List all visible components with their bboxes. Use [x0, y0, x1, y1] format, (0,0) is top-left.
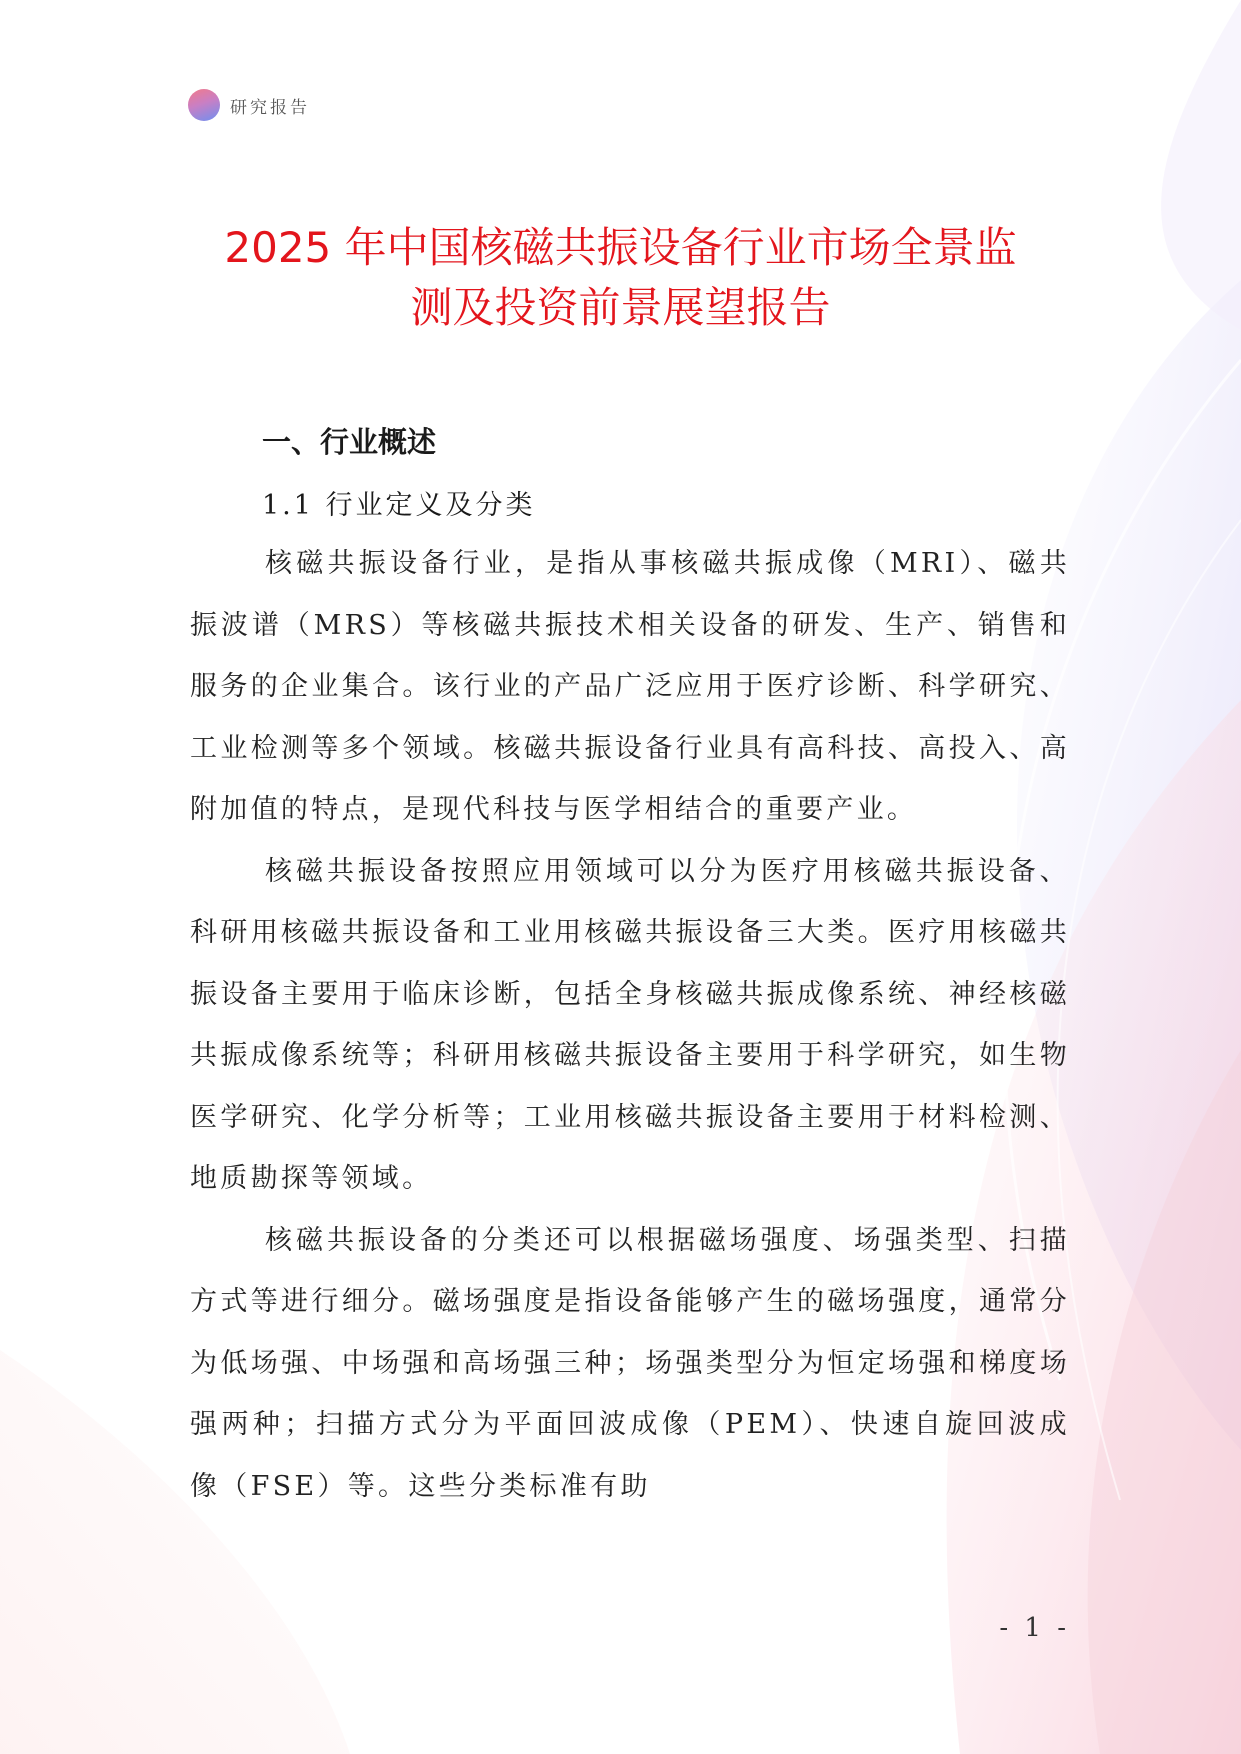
- paragraph-1: 核磁共振设备行业，是指从事核磁共振成像（MRI）、磁共振波谱（MRS）等核磁共振技术相关设备的研发、生产、销售和服务的企业集合。该行业的产品广泛应用于医疗诊断、科学研究、工业检测等多个领域。核磁共振设备行业具有高科技、高投入、高附加值的特点，是现代科技与医学相结合的重要产业。: [190, 548, 1070, 825]
- report-title-line-1: 2025 年中国核磁共振设备行业市场全景监: [224, 223, 1017, 272]
- logo-icon: [188, 89, 220, 121]
- body-text: [190, 533, 1070, 1517]
- report-header: [188, 88, 310, 122]
- header-label: 研究报告: [230, 97, 310, 118]
- paragraph-2: 核磁共振设备按照应用领域可以分为医疗用核磁共振设备、科研用核磁共振设备和工业用核磁共振设备三大类。医疗用核磁共振设备主要用于临床诊断，包括全身核磁共振成像系统、神经核磁共振成像系统等；科研用核磁共振设备主要用于科学研究，如生物医学研究、化学分析等；工业用核磁共振设备主要用于材料检测、地质勘探等领域。: [190, 855, 1070, 1194]
- report-title-line-2: 测及投资前景展望报告: [410, 283, 831, 332]
- section-heading: 一、行业概述: [262, 425, 437, 459]
- report-title: [150, 218, 1091, 338]
- subsection-heading: 1.1 行业定义及分类: [262, 490, 536, 521]
- paragraph-3: 核磁共振设备的分类还可以根据磁场强度、场强类型、扫描方式等进行细分。磁场强度是指设备能够产生的磁场强度，通常分为低场强、中场强和高场强三种；场强类型分为恒定场强和梯度场强两种；扫描方式分为平面回波成像（PEM）、快速自旋回波成像（FSE）等。这些分类标准有助: [190, 1224, 1070, 1502]
- page-number: - 1 -: [999, 1613, 1070, 1643]
